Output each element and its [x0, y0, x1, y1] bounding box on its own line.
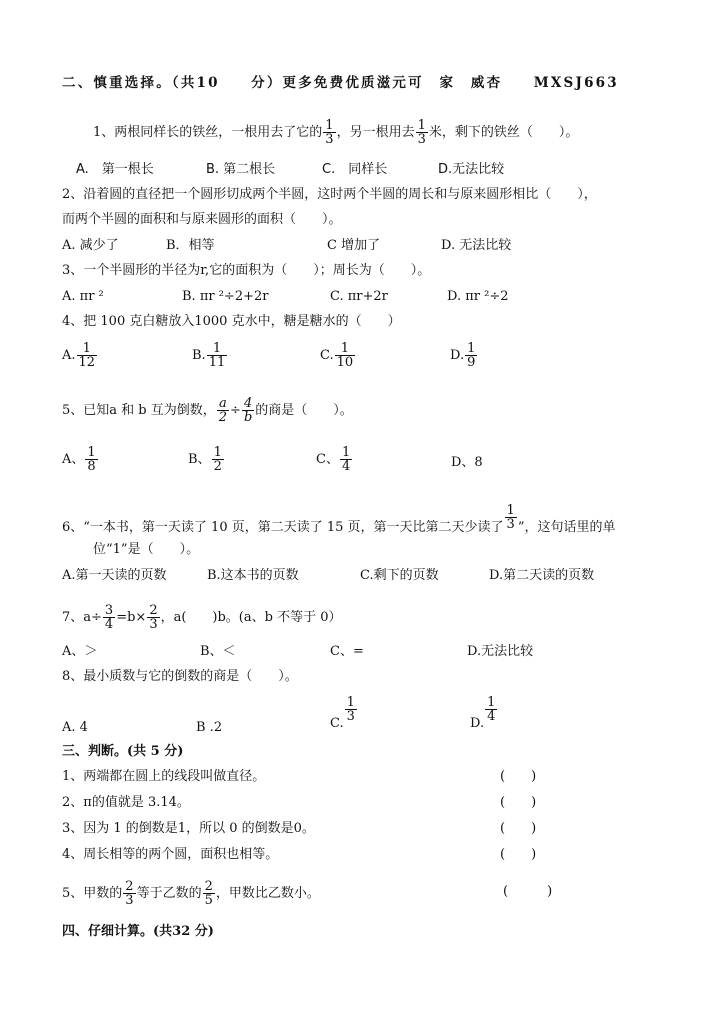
q6-option-c: C.剩下的页数	[360, 568, 439, 583]
q4-option-d: D. $\frac{1}{9}$	[450, 341, 476, 370]
section3-header: 三、判断。(共 5 分)	[62, 744, 184, 759]
q8-stem: 8、最小质数与它的倒数的商是（ ）。	[62, 669, 298, 684]
q5-option-b: B、 $\frac{1}{2}$	[188, 445, 222, 474]
judge-item-5-fraction-2: $\frac{2}{5}$	[204, 879, 213, 908]
q4-option-a: A. $\frac{1}{12}$	[62, 341, 96, 370]
q8-option-c-fraction: $\frac{1}{3}$	[346, 695, 355, 724]
q7-option-c: C、=	[330, 644, 364, 659]
q5-fraction-1: $\frac{a}{2}$	[218, 396, 228, 425]
judge-item-5: 5、甲数的 $\frac{2}{3}$ 等于乙数的 $\frac{2}{5}$ ，甲数比乙数小。	[62, 879, 320, 908]
judge-item-5-fraction-1: $\frac{2}{3}$	[125, 879, 134, 908]
judge-item-4: 4、周长相等的两个圆，面积也相等。	[62, 847, 279, 862]
section4-header: 四、仔细计算。(共32 分)	[62, 924, 214, 939]
judge-item-1: 1、两端都在圆上的线段叫做直径。	[62, 769, 266, 784]
judge-item-1-answer[interactable]: ( )	[500, 769, 537, 784]
q8-option-a: A. 4	[62, 720, 88, 735]
q5-option-d: D、8	[451, 455, 483, 470]
judge-item-3: 3、因为 1 的倒数是1，所以 0 的倒数是0。	[62, 821, 315, 836]
q7-option-a: A、＞	[62, 644, 98, 659]
q5-option-c: C、 $\frac{1}{4}$	[316, 445, 351, 474]
q6-option-b: B.这本书的页数	[207, 568, 299, 583]
q4-option-c: C. $\frac{1}{10}$	[320, 341, 354, 370]
q7-option-b: B、＜	[200, 644, 236, 659]
q1-stem-c: 米，剩下的铁丝（ ）。	[428, 125, 579, 140]
q2-option-c: C 增加了	[327, 238, 381, 253]
section2-header: 二、慎重选择。（共10 分）更多免费优质滋元可 家 威杏 MXSJ663	[62, 75, 619, 91]
q4-stem: 4、把 100 克白糖放入1000 克水中，糖是糖水的（ ）	[62, 314, 401, 329]
q1-fraction-1: $\frac{1}{3}$	[325, 118, 334, 147]
q1-option-b: B. 第二根长	[206, 162, 276, 177]
q7-option-d: D.无法比较	[467, 644, 534, 659]
q2-stem-line2: 而两个半圆的面积和与原来圆形的面积（ ）。	[62, 212, 342, 227]
q7-fraction-2: $\frac{2}{3}$	[149, 603, 158, 632]
q4-option-a-fraction: $\frac{1}{12}$	[78, 341, 96, 370]
q1-stem-a: 1、两根同样长的铁丝，一根用去了它的	[93, 125, 323, 140]
question-7: 7、a÷ $\frac{3}{4}$ =b× $\frac{2}{3}$ ，a( )b。(a、b 不等于 0）	[62, 603, 342, 632]
question-1	[93, 119, 578, 146]
q4-option-b-fraction: $\frac{1}{11}$	[208, 341, 226, 370]
q8-option-b: B .2	[196, 720, 223, 735]
q4-option-b: B. $\frac{1}{11}$	[192, 341, 226, 370]
q2-option-d: D. 无法比较	[441, 238, 512, 253]
q4-option-d-fraction: $\frac{1}{9}$	[467, 341, 476, 370]
q5-fraction-2: $\frac{4}{b}$	[243, 396, 253, 425]
judge-item-3-answer[interactable]: ( )	[500, 821, 537, 836]
q6-stem-line2: 位“1”是（ ）。	[93, 542, 200, 557]
q1-fraction-2: $\frac{1}{3}$	[417, 118, 426, 147]
q6-option-d: D.第二天读的页数	[489, 568, 595, 583]
q3-option-d: D. πr ²÷2	[447, 289, 509, 304]
q3-option-b: B. πr ²÷2+2r	[182, 289, 269, 304]
q8-option-c: C. $\frac{1}{3}$	[330, 695, 355, 731]
q7-fraction-1: $\frac{3}{4}$	[104, 603, 114, 632]
q2-option-b: B．相等	[166, 238, 215, 253]
q5-option-b-fraction: $\frac{1}{2}$	[213, 445, 222, 474]
q8-option-d-fraction: $\frac{1}{4}$	[487, 695, 496, 724]
q5-option-a-fraction: $\frac{1}{8}$	[87, 445, 96, 474]
judge-item-2-answer[interactable]: ( )	[500, 795, 537, 810]
question-5: 5、已知a 和 b 互为倒数， $\frac{a}{2}$ ÷ $\frac{4}{b}$ 的商是（ ）。	[62, 396, 353, 425]
q2-option-a: A. 减少了	[62, 238, 119, 253]
q2-stem-line1: 2、沿着圆的直径把一个圆形切成两个半圆，这时两个半圆的周长和与原来圆形相比（ ），	[62, 187, 597, 202]
q3-option-a: A. πr ²	[62, 289, 104, 304]
judge-item-4-answer[interactable]: ( )	[500, 847, 537, 862]
q3-stem: 3、一个半圆形的半径为r,它的面积为（ ）；周长为（ ）。	[62, 263, 431, 278]
q5-option-c-fraction: $\frac{1}{4}$	[341, 445, 351, 474]
q6-fraction: $\frac{1}{3}$	[506, 503, 515, 532]
q1-option-c: C. 同样长	[322, 162, 388, 177]
judge-item-2: 2、π的值就是 3.14。	[62, 795, 190, 810]
judge-item-5-answer[interactable]: ( )	[503, 884, 553, 899]
q1-option-a: A. 第一根长	[76, 162, 154, 177]
q1-stem-b: ，另一根用去	[336, 125, 415, 140]
q1-option-d: D.无法比较	[438, 162, 505, 177]
q5-option-a: A、 $\frac{1}{8}$	[62, 445, 96, 474]
q6-option-a: A.第一天读的页数	[62, 568, 167, 583]
q8-option-d: D. $\frac{1}{4}$	[470, 695, 496, 731]
q3-option-c: C. πr+2r	[330, 289, 388, 304]
q4-option-c-fraction: $\frac{1}{10}$	[336, 341, 354, 370]
question-6: 6、“一本书，第一天读了 10 页，第二天读了 15 页，第一天比第二天少读了 $\frac{1}{3}$ ”，这句话里的单	[62, 503, 616, 535]
